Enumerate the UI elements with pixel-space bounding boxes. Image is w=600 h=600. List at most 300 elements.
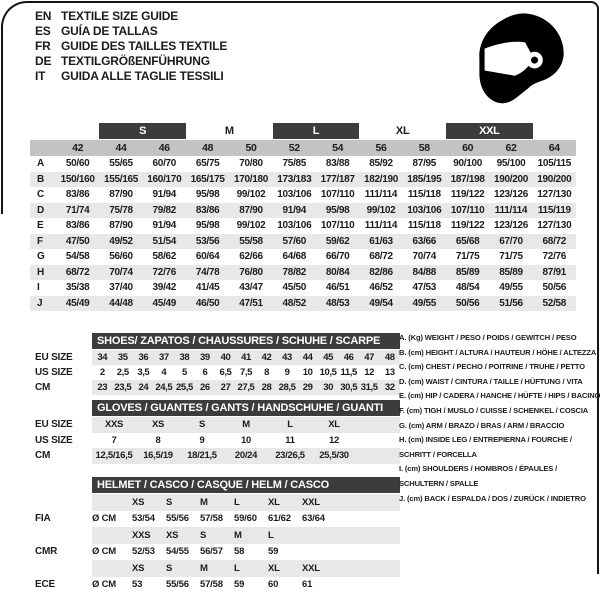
size-cell: XXS: [104, 419, 124, 431]
size-cell: 32: [384, 382, 395, 393]
measurement-cell: 123/126: [493, 189, 529, 201]
measurement-cell: 68/72: [369, 251, 393, 263]
measurement-cell: 35/38: [65, 282, 90, 294]
apparel-row-f: [30, 234, 576, 250]
size-cell: XXS: [132, 529, 151, 541]
size-cell: M: [242, 419, 250, 431]
measurement-cell: 103/106: [277, 189, 312, 201]
measurement-cell: 79/82: [152, 204, 177, 216]
size-cell: XL: [268, 562, 280, 574]
measurement-cell: 72/76: [152, 266, 177, 278]
size-cell: 13: [384, 367, 395, 378]
helmet-value-cells: [92, 577, 400, 594]
apparel-row-e: [30, 218, 576, 234]
measurement-cell: 91/94: [152, 220, 177, 232]
size-cell: 9: [284, 367, 290, 378]
size-cell: 11: [285, 434, 295, 446]
size-cell: S: [166, 496, 173, 508]
legend-item-line: I. (cm) SHOULDERS / HOMBROS / ÉPAULES /: [399, 464, 558, 474]
apparel-row-g: [30, 249, 576, 265]
size-cell: 41: [241, 352, 251, 363]
size-cell: L: [234, 562, 240, 574]
column-header-cell: 46: [158, 142, 170, 154]
language-title: GUÍA DE TALLAS: [61, 24, 158, 38]
measurement-cell: 182/190: [363, 173, 399, 185]
circumference-cell: 61: [302, 579, 313, 591]
size-cells: [92, 365, 400, 380]
size-cell: 12,5/16,5: [95, 450, 133, 462]
column-header-cell: 42: [72, 142, 84, 154]
measurement-cell: 115/118: [407, 220, 441, 232]
measurement-cell: 87/90: [109, 220, 133, 232]
size-row-cm: [30, 380, 400, 395]
column-header-cell: 64: [548, 142, 560, 154]
measurement-cell: 111/114: [364, 189, 398, 201]
size-cell: 2,5: [116, 367, 129, 378]
size-cell: 5: [181, 367, 187, 378]
size-cell: L: [234, 496, 240, 508]
measurement-cell: 44/48: [109, 297, 133, 309]
circumference-cell: 59/60: [234, 513, 257, 525]
size-cell: 10: [241, 434, 251, 446]
measurement-cell: 173/183: [277, 173, 312, 185]
row-header: US SIZE: [35, 434, 73, 446]
helmet-sizes-row-cmr: [30, 527, 400, 544]
size-cell: 25,5/30: [319, 450, 349, 462]
measurement-cell: 83/88: [325, 158, 350, 170]
apparel-columns-row: [30, 140, 576, 156]
size-cell: 12: [364, 367, 375, 378]
measurement-cell: 55/65: [109, 158, 133, 170]
measurement-cell: 46/51: [325, 282, 350, 294]
language-row: [35, 69, 227, 84]
measurement-cell: 190/200: [493, 173, 529, 185]
measurement-cell: 95/100: [496, 158, 526, 170]
measurement-cell: 57/60: [282, 235, 307, 247]
circumference-cell: 53: [132, 579, 143, 591]
legend-item-line: H. (cm) INSIDE LEG / ENTREPIERNA / FOURCHE /: [399, 435, 572, 445]
measurement-cell: 49/54: [369, 297, 393, 309]
helmet-values-row-cmr: [30, 544, 400, 561]
measurement-cell: 39/42: [152, 282, 177, 294]
size-cell: 26: [200, 382, 210, 393]
helmet-size-cells: [92, 494, 400, 511]
circumference-cell: 59: [268, 546, 279, 558]
helmet-values-row-fia: [30, 511, 400, 528]
measurement-cell: 187/198: [450, 173, 485, 185]
measurement-cell: 60/70: [152, 158, 177, 170]
standard-label: FIA: [35, 513, 51, 525]
size-cell: 20/24: [234, 450, 258, 462]
legend-item-line: A. (Kg) WEIGHT / PESO / POIDS / GEWITCH / PESO: [399, 333, 577, 342]
apparel-row-a: [30, 156, 576, 172]
row-label: E: [37, 220, 44, 232]
size-cell: 23/26,5: [275, 450, 305, 462]
measurement-cell: 49/55: [499, 282, 523, 294]
circumference-cell: 63/64: [302, 513, 325, 525]
language-code: DE: [35, 54, 52, 68]
size-cell: S: [200, 529, 207, 541]
measurement-cell: 119/122: [450, 220, 485, 232]
legend-item-line: C. (cm) CHEST / PECHO / POITRINE / TRUHE / PETTO: [399, 362, 585, 372]
size-cell: 30: [323, 382, 334, 393]
size-cell: 29: [302, 382, 313, 393]
size-group-xxl: XXL: [446, 123, 533, 139]
column-header-cell: 50: [245, 142, 257, 154]
measurement-cell: 185/195: [407, 173, 442, 185]
row-label: G: [37, 251, 45, 263]
measurement-legend: [399, 331, 599, 506]
size-cell: 8: [155, 434, 161, 446]
apparel-row-i: [30, 280, 576, 296]
measurement-cell: 48/52: [282, 297, 307, 309]
size-cell: 35: [117, 352, 128, 363]
circumference-cell: 60: [268, 579, 279, 591]
helmet-sizes-row-ece: [30, 560, 400, 577]
measurement-cell: 87/90: [109, 189, 133, 201]
measurement-cell: 107/110: [320, 220, 355, 232]
circumference-cell: 58: [234, 546, 245, 558]
size-cell: 36: [138, 352, 149, 363]
language-row: [35, 24, 227, 39]
row-label: J: [37, 297, 43, 309]
measurement-cell: 80/84: [325, 266, 350, 278]
size-cell: XS: [151, 419, 165, 431]
language-code: EN: [35, 9, 52, 23]
gloves-table-title: GLOVES / GUANTES / GANTS / HANDSCHUHE / GUANTI: [92, 400, 400, 416]
measurement-cell: 71/74: [65, 204, 90, 216]
size-cell: 10: [302, 367, 313, 378]
helmet-size-cells: [92, 560, 400, 577]
size-cell: 27,5: [237, 382, 255, 393]
size-cell: 27: [220, 382, 231, 393]
size-cell: XXL: [302, 562, 320, 574]
size-group-s: S: [99, 123, 186, 139]
circumference-cell: 59: [234, 579, 245, 591]
measurement-cell: 85/89: [499, 266, 523, 278]
measurement-cell: 37/40: [109, 282, 133, 294]
measurement-cell: 43/47: [239, 282, 263, 294]
legend-item-line: SCHRITT / FORCELLA: [399, 449, 477, 459]
measurement-cell: 71/75: [499, 251, 523, 263]
measurement-cell: 52/58: [542, 297, 567, 309]
size-cell: 8: [264, 367, 269, 378]
language-row: [35, 9, 227, 24]
measurement-cell: 87/91: [542, 266, 567, 278]
racing-helmet-icon: [466, 5, 576, 109]
measurement-cell: 95/98: [325, 204, 350, 216]
language-title: TEXTILGRÖßENFÜHRUNG: [61, 54, 210, 68]
size-cell: XL: [328, 419, 340, 431]
measurement-cell: 51/56: [499, 297, 523, 309]
size-cell: XS: [132, 562, 145, 574]
size-cell: M: [234, 529, 242, 541]
measurement-cell: 60/64: [195, 251, 220, 263]
legend-item-line: D. (cm) WAIST / CINTURA / TAILLE / HÜFTUNG / VITA: [399, 376, 583, 386]
size-cell: XXL: [302, 496, 320, 508]
measurement-cell: 49/55: [412, 297, 437, 309]
circumference-cell: 52/53: [132, 546, 155, 558]
helmet-sizes-row-fia: [30, 494, 400, 511]
measurement-cell: 91/94: [152, 189, 177, 201]
circumference-cell: 57/58: [200, 513, 223, 525]
measurement-cell: 70/80: [239, 158, 263, 170]
shoes-table-title: SHOES/ ZAPATOS / CHAUSSURES / SCHUHE / SCARPE: [92, 333, 400, 349]
measurement-cell: 103/106: [277, 220, 312, 232]
row-label: D: [37, 204, 44, 216]
measurement-cell: 150/160: [60, 173, 95, 185]
size-row-eu-size: [30, 417, 400, 433]
column-header-cell: 48: [202, 142, 214, 154]
measurement-cell: 127/130: [537, 189, 572, 201]
size-cell: 11,5: [340, 367, 357, 378]
measurement-cell: 87/95: [412, 158, 437, 170]
language-row: [35, 54, 227, 69]
row-header: CM: [35, 450, 51, 462]
measurement-cell: 119/122: [450, 189, 485, 201]
size-cell: 24: [138, 382, 149, 393]
measurement-cell: 49/52: [109, 235, 133, 247]
measurement-cell: 68/72: [65, 266, 90, 278]
measurement-cell: 51/54: [152, 235, 177, 247]
helmet-size-table: [30, 477, 400, 593]
measurement-cell: 105/115: [537, 158, 572, 170]
shoes-table-rows: [30, 350, 400, 395]
size-cell: 42: [261, 352, 272, 363]
measurement-cell: 107/110: [320, 189, 355, 201]
language-code: ES: [35, 24, 51, 38]
measurement-cell: 45/49: [65, 297, 90, 309]
measurement-cell: 48/54: [455, 282, 480, 294]
column-header-cell: 56: [375, 142, 387, 154]
measurement-cell: 83/86: [65, 220, 90, 232]
size-cell: 2: [99, 367, 105, 378]
measurement-cell: 85/89: [455, 266, 480, 278]
measurement-cell: 75/78: [109, 204, 133, 216]
size-row-eu-size: [30, 350, 400, 365]
apparel-row-d: [30, 203, 576, 219]
circumference-cell: 61/62: [268, 513, 291, 525]
measurement-cell: 47/51: [239, 297, 263, 309]
size-cell: 44: [302, 352, 313, 363]
size-row-us-size: [30, 433, 400, 449]
measurement-cell: 99/102: [236, 189, 266, 201]
size-cell: 37: [158, 352, 169, 363]
size-group-m: M: [224, 125, 234, 137]
size-cell: 47: [364, 352, 375, 363]
circumference-cell: 56/57: [200, 546, 223, 558]
column-header-cell: 54: [332, 142, 344, 154]
row-label: C: [37, 189, 44, 201]
measurement-cell: 64/68: [282, 251, 307, 263]
measurement-cell: 41/45: [195, 282, 220, 294]
size-cell: L: [287, 419, 293, 431]
size-cell: XS: [132, 496, 145, 508]
size-cell: 25,5: [175, 382, 193, 393]
measurement-cell: 47/53: [412, 282, 437, 294]
helmet-value-cells: [92, 544, 400, 561]
column-header-cell: 60: [462, 142, 474, 154]
measurement-cell: 83/86: [195, 204, 220, 216]
row-label: I: [37, 282, 40, 294]
language-row: [35, 39, 227, 54]
measurement-cell: 46/50: [195, 297, 220, 309]
apparel-row-c: [30, 187, 576, 203]
measurement-cell: 63/66: [412, 235, 437, 247]
size-cell: 23: [97, 382, 108, 393]
language-title: TEXTILE SIZE GUIDE: [61, 9, 179, 23]
size-cell: 48: [384, 352, 395, 363]
size-cell: 12: [329, 434, 339, 446]
row-label: A: [37, 158, 44, 170]
size-cell: 40: [220, 352, 231, 363]
row-label: F: [37, 235, 43, 247]
circumference-cell: 55/56: [166, 513, 189, 525]
size-cell: 45: [323, 352, 334, 363]
helmet-table-title: HELMET / CASCO / CASQUE / HELM / CASCO: [92, 477, 400, 493]
row-header: EU SIZE: [35, 419, 73, 431]
language-code: IT: [35, 69, 46, 83]
size-cell: 4: [161, 367, 167, 378]
standard-label: ECE: [35, 579, 55, 591]
measurement-cell: 50/56: [542, 282, 567, 294]
measurement-cell: 111/114: [494, 204, 528, 216]
measurement-cell: 87/90: [239, 204, 263, 216]
circumference-cell: 55/56: [166, 579, 189, 591]
size-cell: 6: [202, 367, 208, 378]
measurement-cell: 55/58: [239, 235, 263, 247]
size-cell: 31,5: [360, 382, 378, 393]
measurement-cell: 76/80: [239, 266, 263, 278]
size-cell: 34: [97, 352, 108, 363]
standard-label: CMR: [35, 546, 58, 558]
size-cell: 6,5: [219, 367, 232, 378]
measurement-cell: 190/200: [537, 173, 572, 185]
measurement-cell: 83/86: [65, 189, 90, 201]
measurement-cell: 65/75: [195, 158, 220, 170]
column-header-cell: 58: [418, 142, 430, 154]
measurement-cell: 78/82: [282, 266, 307, 278]
gloves-size-table: [30, 400, 400, 464]
measurement-cell: 48/53: [325, 297, 350, 309]
unit-label: Ø CM: [92, 513, 117, 525]
measurement-cell: 90/100: [453, 158, 483, 170]
size-row-cm: [30, 448, 400, 464]
measurement-cell: 95/98: [195, 220, 220, 232]
size-cell: 28,5: [278, 382, 296, 393]
measurement-cell: 127/130: [537, 220, 572, 232]
column-header-cell: 62: [505, 142, 517, 154]
measurement-cell: 70/74: [109, 266, 133, 278]
measurement-cell: 72/76: [542, 251, 567, 263]
measurement-cell: 50/60: [65, 158, 90, 170]
shoes-size-table: [30, 333, 400, 395]
measurement-cell: 111/114: [364, 220, 398, 232]
size-cell: 23,5: [114, 382, 132, 393]
row-header: CM: [35, 382, 51, 393]
row-label: B: [37, 173, 44, 185]
measurement-cell: 54/58: [65, 251, 90, 263]
size-cell: 24,5: [155, 382, 173, 393]
size-row-us-size: [30, 365, 400, 380]
row-header: US SIZE: [35, 367, 73, 378]
measurement-cell: 71/75: [455, 251, 480, 263]
legend-item-line: F. (cm) TIGH / MUSLO / CUISSE / SCHENKEL / COSCIA: [399, 405, 589, 415]
frame-top-border: [26, 1, 592, 3]
size-cell: 39: [200, 352, 210, 363]
unit-label: Ø CM: [92, 579, 117, 591]
measurement-cell: 115/118: [407, 189, 441, 201]
measurement-cell: 66/70: [325, 251, 350, 263]
size-cell: S: [198, 419, 206, 431]
legend-item-line: SCHULTERN / SPALLE: [399, 478, 479, 488]
language-code: FR: [35, 39, 51, 53]
legend-item-line: G. (cm) ARM / BRAZO / BRAS / ARM / BRACCIO: [399, 420, 565, 430]
size-cell: M: [200, 562, 208, 574]
measurement-cell: 165/175: [190, 173, 225, 185]
measurement-cell: 99/102: [236, 220, 266, 232]
size-cell: 9: [199, 434, 205, 446]
legend-item-line: E. (cm) HIP / CADERA / HANCHE / HÜFTE / HIPS / BACINO: [399, 391, 600, 401]
apparel-row-j: [30, 296, 576, 312]
size-cell: 28: [261, 382, 272, 393]
apparel-size-table: [30, 123, 576, 311]
size-group-l: L: [273, 123, 360, 139]
measurement-cell: 99/102: [366, 204, 396, 216]
measurement-cell: 47/50: [65, 235, 90, 247]
measurement-cell: 67/70: [499, 235, 523, 247]
circumference-cell: 57/58: [200, 579, 223, 591]
size-cell: L: [268, 529, 274, 541]
column-header-cell: 52: [288, 142, 300, 154]
size-cell: 46: [343, 352, 354, 363]
helmet-table-rows: [30, 494, 400, 593]
size-cells: [92, 417, 400, 433]
apparel-size-group-row: [30, 123, 576, 140]
measurement-cell: 177/187: [320, 173, 355, 185]
language-title: GUIDA ALLE TAGLIE TESSILI: [61, 69, 224, 83]
language-title-list: [35, 9, 227, 84]
measurement-cell: 70/74: [412, 251, 437, 263]
measurement-cell: 45/50: [282, 282, 307, 294]
measurement-cell: 95/98: [195, 189, 220, 201]
measurement-cell: 65/68: [455, 235, 480, 247]
helmet-value-cells: [92, 511, 400, 528]
measurement-cell: 53/56: [195, 235, 220, 247]
measurement-cell: 123/126: [493, 220, 529, 232]
size-cell: 18/21,5: [187, 450, 217, 462]
measurement-cell: 155/165: [103, 173, 139, 185]
size-cells: [92, 380, 400, 395]
unit-label: Ø CM: [92, 546, 117, 558]
apparel-row-b: [30, 172, 576, 188]
size-group-xl: XL: [395, 125, 410, 137]
frame-left-border: [1, 26, 3, 214]
measurement-cell: 170/180: [233, 173, 269, 185]
measurement-cell: 58/62: [152, 251, 177, 263]
measurement-cell: 61/63: [369, 235, 393, 247]
size-cell: 10,5: [319, 367, 337, 378]
measurement-cell: 82/86: [369, 266, 393, 278]
size-cell: S: [166, 562, 173, 574]
measurement-cell: 50/56: [455, 297, 480, 309]
size-cells: [92, 448, 400, 464]
measurement-cell: 160/170: [147, 173, 182, 185]
column-header-cell: 44: [115, 142, 127, 154]
measurement-cell: 107/110: [450, 204, 485, 216]
measurement-cell: 46/52: [369, 282, 393, 294]
frame-top-left-corner: [1, 1, 28, 28]
